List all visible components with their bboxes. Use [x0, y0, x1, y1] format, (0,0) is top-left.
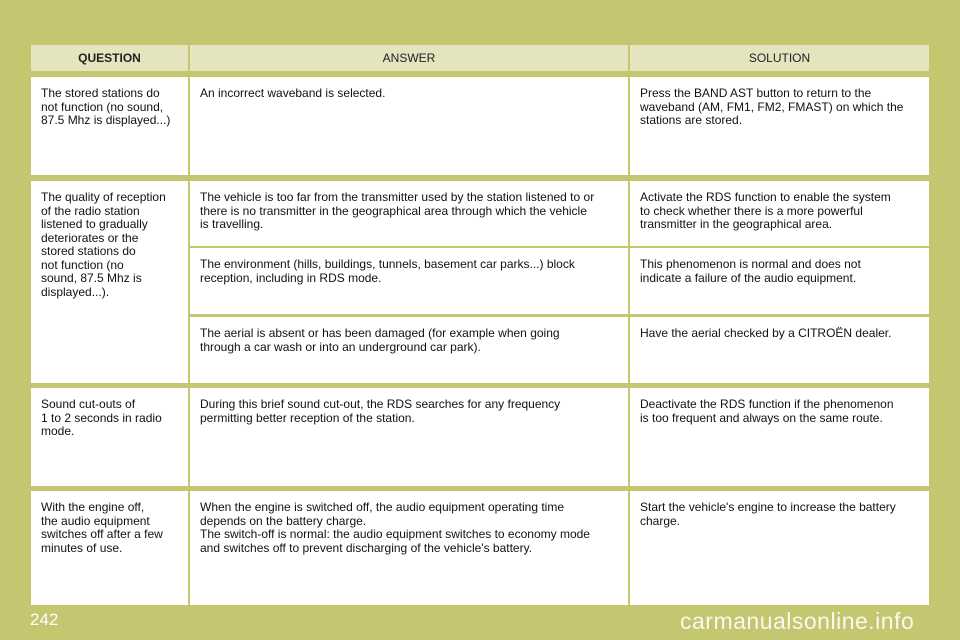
solution-text: This phenomenon is normal and does not indicate a failure of the audio equipment. [640, 257, 861, 285]
answer-text: The aerial is absent or has been damaged (for example when going through a car wash or into an underground car park). [200, 326, 560, 354]
answer-cell-1 [190, 77, 628, 175]
question-text: The quality of reception of the radio station listened to gradually deteriorates or the stored stations do not function (no sound, 87.5 Mhz is displayed...). [41, 190, 166, 299]
solution-cell-2b [630, 248, 929, 314]
solution-cell-2a [630, 181, 929, 246]
solution-cell-3 [630, 388, 929, 486]
question-text: The stored stations do not function (no sound, 87.5 Mhz is displayed...) [41, 86, 171, 127]
solution-cell-4 [630, 491, 929, 605]
answer-cell-4 [190, 491, 628, 605]
answer-cell-2c [190, 317, 628, 383]
question-cell-4 [31, 491, 188, 605]
header-solution: SOLUTION [630, 45, 929, 71]
answer-cell-3 [190, 388, 628, 486]
answer-text: When the engine is switched off, the audio equipment operating time depends on the battery charge. The switch-off is normal: the audio equipment switches to economy mode and switches off to prevent discharging of the vehicle's battery. [200, 500, 590, 555]
question-cell-2 [31, 181, 188, 383]
question-text: With the engine off, the audio equipment switches off after a few minutes of use. [41, 500, 163, 555]
solution-cell-1 [630, 77, 929, 175]
solution-text: Start the vehicle's engine to increase the battery charge. [640, 500, 896, 528]
question-cell-1 [31, 77, 188, 175]
answer-text: The environment (hills, buildings, tunnels, basement car parks...) block reception, including in RDS mode. [200, 257, 575, 285]
answer-text: The vehicle is too far from the transmitter used by the station listened to or there is no transmitter in the geographical area through which the vehicle is travelling. [200, 190, 595, 231]
answer-cell-2a [190, 181, 628, 246]
solution-cell-2c [630, 317, 929, 383]
answer-cell-2b [190, 248, 628, 314]
solution-text: Activate the RDS function to enable the system to check whether there is a more powerful transmitter in the geographical area. [640, 190, 891, 231]
solution-text: Have the aerial checked by a CITROËN dealer. [640, 326, 892, 340]
page-number: 242 [30, 610, 59, 629]
solution-text: Press the BAND AST button to return to the waveband (AM, FM1, FM2, FMAST) on which the stations are stored. [640, 86, 904, 127]
answer-text: During this brief sound cut-out, the RDS searches for any frequency permitting better reception of the station. [200, 397, 561, 425]
answer-text: An incorrect waveband is selected. [200, 86, 386, 100]
header-answer: ANSWER [190, 45, 628, 71]
question-text: Sound cut-outs of 1 to 2 seconds in radio mode. [41, 397, 162, 438]
solution-text: Deactivate the RDS function if the phenomenon is too frequent and always on the same route. [640, 397, 894, 425]
header-question: QUESTION [31, 45, 188, 71]
watermark: carmanualsonline.info [680, 608, 915, 634]
question-cell-3 [31, 388, 188, 486]
